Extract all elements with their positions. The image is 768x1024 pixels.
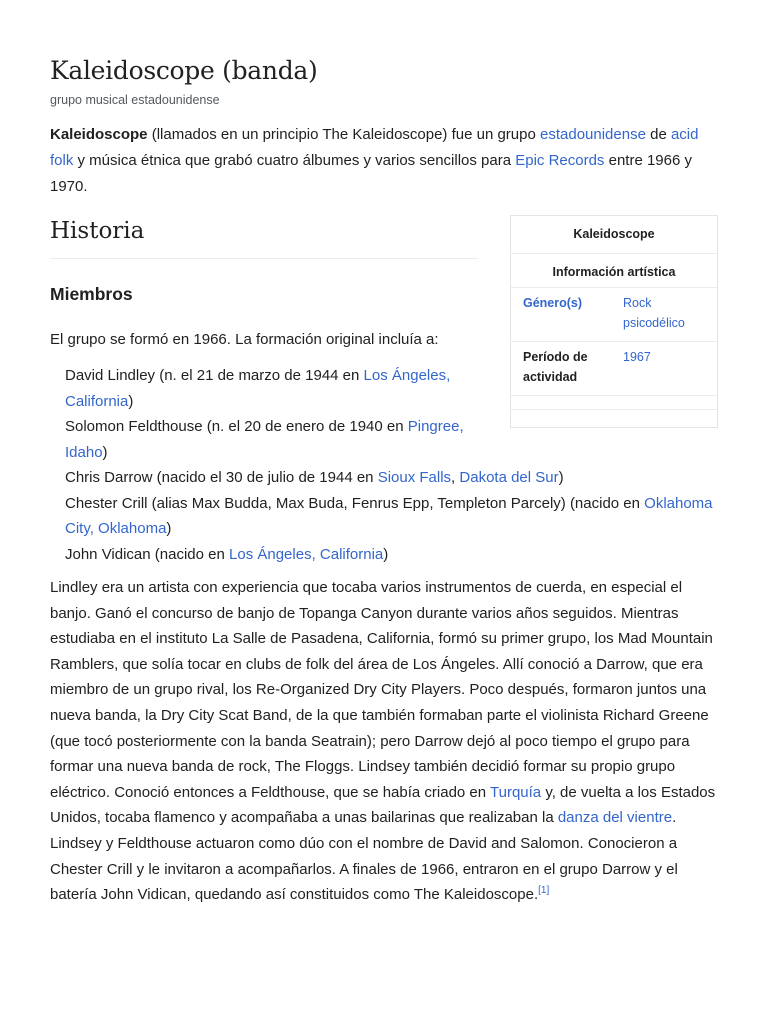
link-sioux-falls[interactable]: Sioux Falls <box>377 469 452 486</box>
infobox-value-genre[interactable]: Rock psicodélico <box>623 296 685 330</box>
lead-text: entre 1966 y 1970. <box>50 152 692 195</box>
history-paragraph <box>50 575 718 908</box>
link-los-angeles[interactable]: Los Ángeles, California <box>229 545 384 563</box>
member-text: , <box>451 469 460 486</box>
member-text: ) <box>128 392 134 410</box>
link-acid-folk[interactable]: acid folk <box>50 126 699 169</box>
section-heading-historia: Historia <box>50 218 478 259</box>
member-text: Solomon Feldthouse (n. el 20 de enero de 1940 en <box>65 418 408 435</box>
page-subtitle: grupo musical estadounidense <box>50 93 220 107</box>
paragraph-text: y, de vuelta a los Estados Unidos, tocaba flamenco y acompañaba a unas bailarinas que realizaban la <box>50 783 716 827</box>
subsection-heading-miembros: Miembros <box>50 284 133 304</box>
lead-text: de <box>645 126 671 143</box>
members-list <box>65 363 715 567</box>
link-dakota-del-sur[interactable]: Dakota del Sur <box>459 469 559 486</box>
list-item <box>65 491 715 542</box>
link-turquia[interactable]: Turquía <box>490 783 542 801</box>
link-los-angeles[interactable]: Los Ángeles, California <box>65 367 451 410</box>
infobox-section-heading: Información artística <box>511 254 717 288</box>
lead-paragraph <box>50 122 720 200</box>
link-oklahoma-city[interactable]: Oklahoma City, Oklahoma <box>65 494 713 537</box>
list-item <box>65 414 465 465</box>
link-pingree-idaho[interactable]: Pingree, Idaho <box>65 418 464 461</box>
lead-text: (llamados en un principio The Kaleidoscope) fue un grupo <box>147 126 540 143</box>
paragraph-text: . Lindsey y Feldthouse actuaron como dúo con el nombre de David and Salomon. Conocieron a Chester Crill y le invitaron a acompañarlos. A finales de 1966, entraron en el grupo Darrow y el batería John Vidican, quedando así constituidos como The Kaleidoscope. <box>50 809 678 904</box>
member-text: Chris Darrow (nacido el 30 de julio de 1944 en <box>65 469 378 486</box>
link-epic-records[interactable]: Epic Records <box>515 152 605 169</box>
list-item <box>65 542 715 568</box>
link-estadounidense[interactable]: estadounidense <box>540 126 646 143</box>
member-text: ) <box>383 545 389 563</box>
link-danza-del-vientre[interactable]: danza del vientre <box>557 809 673 827</box>
lead-bold-name: Kaleidoscope <box>50 126 148 143</box>
reference-link[interactable]: [1] <box>538 885 550 897</box>
page-title: Kaleidoscope (banda) <box>50 56 318 85</box>
member-text: ) <box>558 469 564 486</box>
member-text: ) <box>166 520 172 537</box>
paragraph-text: Lindley era un artista con experiencia que tocaba varios instrumentos de cuerda, en especial el banjo. Ganó el concurso de banjo de Topanga Canyon durante varios años seguidos. Mientras estudiaba en el instituto La Salle de Pasadena, California, formó su primer grupo, los Mad Mountain Ramblers, que solía tocar en clubs de folk del área de Los Ángeles. Allí conoció a Darrow, que era miembro de un grupo rival, los Re-Organized Dry City Players. Poco después, formaron juntos una nueva banda, la Dry City Scat Band, de la que también formaban parte el violinista Richard Greene (que tocó posteriormente con la banda Seatrain); pero Darrow dejó al poco tiempo el grupo para formar una nueva banda de rock, The Floggs. Lindsey también decidió formar su propio grupo eléctrico. Conoció entonces a Feldthouse, que se había criado en <box>50 579 713 801</box>
infobox-row-genre <box>511 288 717 342</box>
member-text: ) <box>102 443 108 461</box>
infobox-title: Kaleidoscope <box>511 216 717 254</box>
member-text: Chester Crill (alias Max Budda, Max Buda, Fenrus Epp, Templeton Parcely) (nacido en <box>65 494 645 512</box>
infobox-label-genre[interactable]: Género(s) <box>523 296 583 310</box>
list-item <box>65 363 465 414</box>
infobox-value-period[interactable]: 1967 <box>623 350 651 364</box>
members-intro: El grupo se formó en 1966. La formación original incluía a: <box>50 331 439 348</box>
member-text: David Lindley (n. el 21 de marzo de 1944 en <box>65 367 364 384</box>
lead-text: y música étnica que grabó cuatro álbumes y varios sencillos para <box>73 152 516 169</box>
infobox-label-period: Período de actividad <box>523 350 588 384</box>
member-text: John Vidican (nacido en <box>65 545 230 563</box>
list-item <box>65 465 715 491</box>
